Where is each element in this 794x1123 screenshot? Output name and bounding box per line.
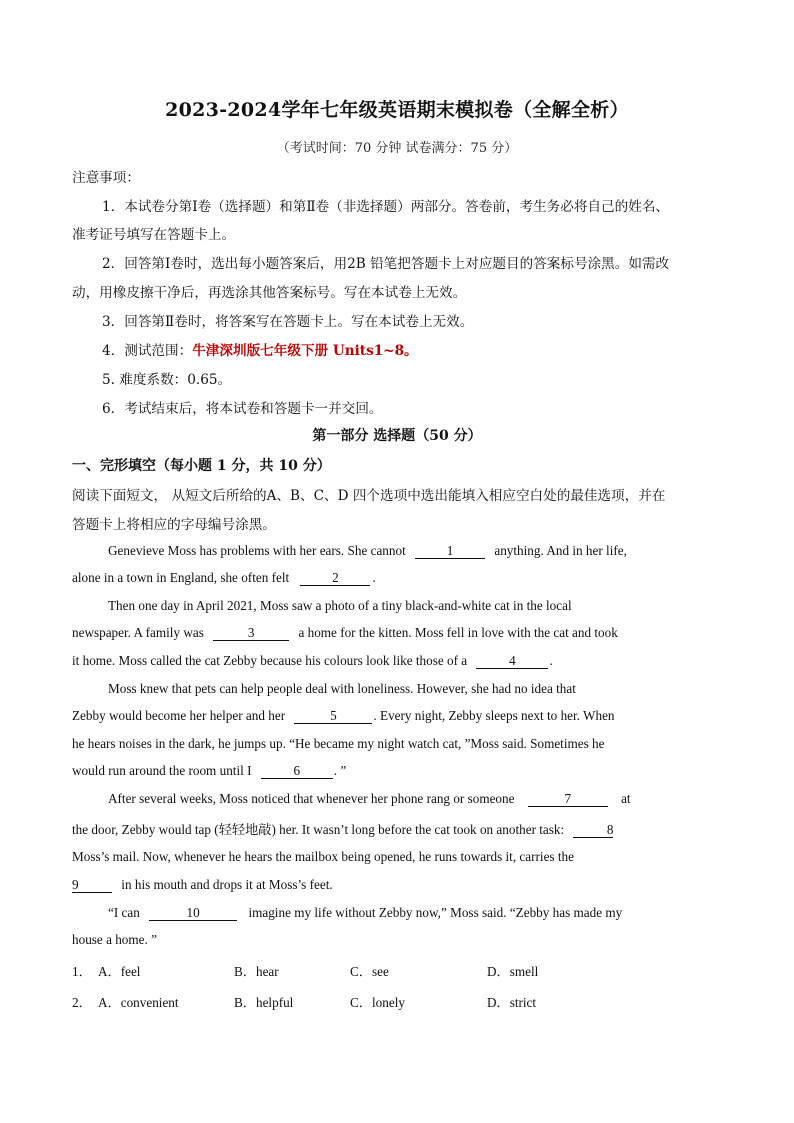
notice-item-6: 6．考试结束后，将本试卷和答题卡一并交回。 [102, 401, 383, 417]
blank-8: 8 [573, 822, 613, 838]
passage-line-3: Then one day in April 2021, Moss saw a photo of a tiny black-and-white cat in the local [108, 598, 572, 613]
passage-line-9: would run around the room until I 6 . ” [72, 763, 347, 778]
test-scope: 牛津深圳版七年级下册 Units1~8。 [192, 343, 418, 359]
blank-10: 10 [149, 905, 237, 921]
instruction-line-1: 阅读下面短文， 从短文后所给的A、B、C、D 四个选项中选出能填入相应空白处的最佳选项，并在 [72, 488, 666, 504]
question-1-option-d[interactable]: D．smell [487, 964, 539, 979]
notice-item-3: 3．回答第Ⅱ卷时，将答案写在答题卡上。写在本试卷上无效。 [102, 314, 474, 330]
blank-7: 7 [528, 791, 608, 807]
passage-line-10: After several weeks, Moss noticed that whenever her phone rang or someone 7 at [108, 791, 631, 806]
page-title: 2023-2024学年七年级英语期末模拟卷（全解全析） [165, 99, 629, 121]
notice-item-4 [102, 339, 754, 359]
question-1-option-a[interactable]: A．feel [98, 964, 141, 979]
exam-info: （考试时间：70 分钟 试卷满分：75 分） [276, 141, 518, 156]
blank-5: 5 [294, 708, 372, 724]
blank-3: 3 [213, 625, 289, 641]
question-1-number: 1． [72, 964, 92, 979]
notice-item-4-prefix: 4．测试范围： [102, 343, 193, 359]
part-1-heading: 第一部分 选择题（50 分） [312, 428, 482, 444]
question-2-option-c[interactable]: C．lonely [350, 995, 405, 1010]
blank-4: 4 [476, 653, 548, 669]
passage-line-8: he hears noises in the dark, he jumps up. “He became my night watch cat, ”Moss said. Sometimes he [72, 736, 605, 751]
notice-heading: 注意事项： [72, 170, 140, 186]
question-1-option-b[interactable]: B．hear [234, 964, 279, 979]
notice-item-5: 5. 难度系数：0.65。 [102, 372, 232, 388]
passage-line-2: alone in a town in England, she often felt 2 . [72, 570, 376, 585]
passage-line-14: “I can 10 imagine my life without Zebby now,” Moss said. “Zebby has made my [108, 905, 623, 920]
notice-item-1-line-1: 1．本试卷分第Ⅰ卷（选择题）和第Ⅱ卷（非选择题）两部分。答卷前，考生务必将自己的姓名、 [102, 199, 670, 215]
blank-9: 9 [72, 877, 112, 893]
notice-item-2-line-1: 2．回答第Ⅰ卷时，选出每小题答案后，用2B 铅笔把答题卡上对应题目的答案标号涂黑。如需改 [102, 256, 670, 272]
passage-line-4: newspaper. A family was 3 a home for the kitten. Moss fell in love with the cat and took [72, 625, 618, 640]
passage-line-7: Zebby would become her helper and her 5 . Every night, Zebby sleeps next to her. When [72, 708, 615, 723]
question-2-option-a[interactable]: A．convenient [98, 995, 179, 1010]
question-2-option-b[interactable]: B．helpful [234, 995, 294, 1010]
instruction-line-2: 答题卡上将相应的字母编号涂黑。 [72, 517, 276, 533]
passage-line-13: 9 in his mouth and drops it at Moss’s feet. [72, 877, 333, 892]
blank-6: 6 [261, 763, 333, 779]
passage-line-6: Moss knew that pets can help people deal with loneliness. However, she had no idea that [108, 681, 576, 696]
question-2-number: 2． [72, 995, 92, 1010]
passage-line-11: the door, Zebby would tap (轻轻地敲) her. It wasn’t long before the cat took on another task: 8 [72, 822, 614, 837]
notice-item-1-line-2: 准考证号填写在答题卡上。 [72, 227, 236, 243]
passage-line-1: Genevieve Moss has problems with her ears. She cannot 1 anything. And in her life, [108, 543, 627, 558]
question-2-option-d[interactable]: D．strict [487, 995, 537, 1010]
passage-line-5: it home. Moss called the cat Zebby because his colours look like those of a 4 . [72, 653, 553, 668]
question-1-option-c[interactable]: C．see [350, 964, 389, 979]
section-1-heading: 一、完形填空（每小题 1 分，共 10 分） [72, 458, 331, 474]
notice-item-2-line-2: 动，用橡皮擦干净后，再选涂其他答案标号。写在本试卷上无效。 [72, 285, 467, 301]
blank-2: 2 [300, 570, 370, 586]
passage-line-15: house a home. ” [72, 932, 157, 947]
passage-line-12: Moss’s mail. Now, whenever he hears the mailbox being opened, he runs towards it, carries the [72, 849, 574, 864]
blank-1: 1 [415, 543, 485, 559]
